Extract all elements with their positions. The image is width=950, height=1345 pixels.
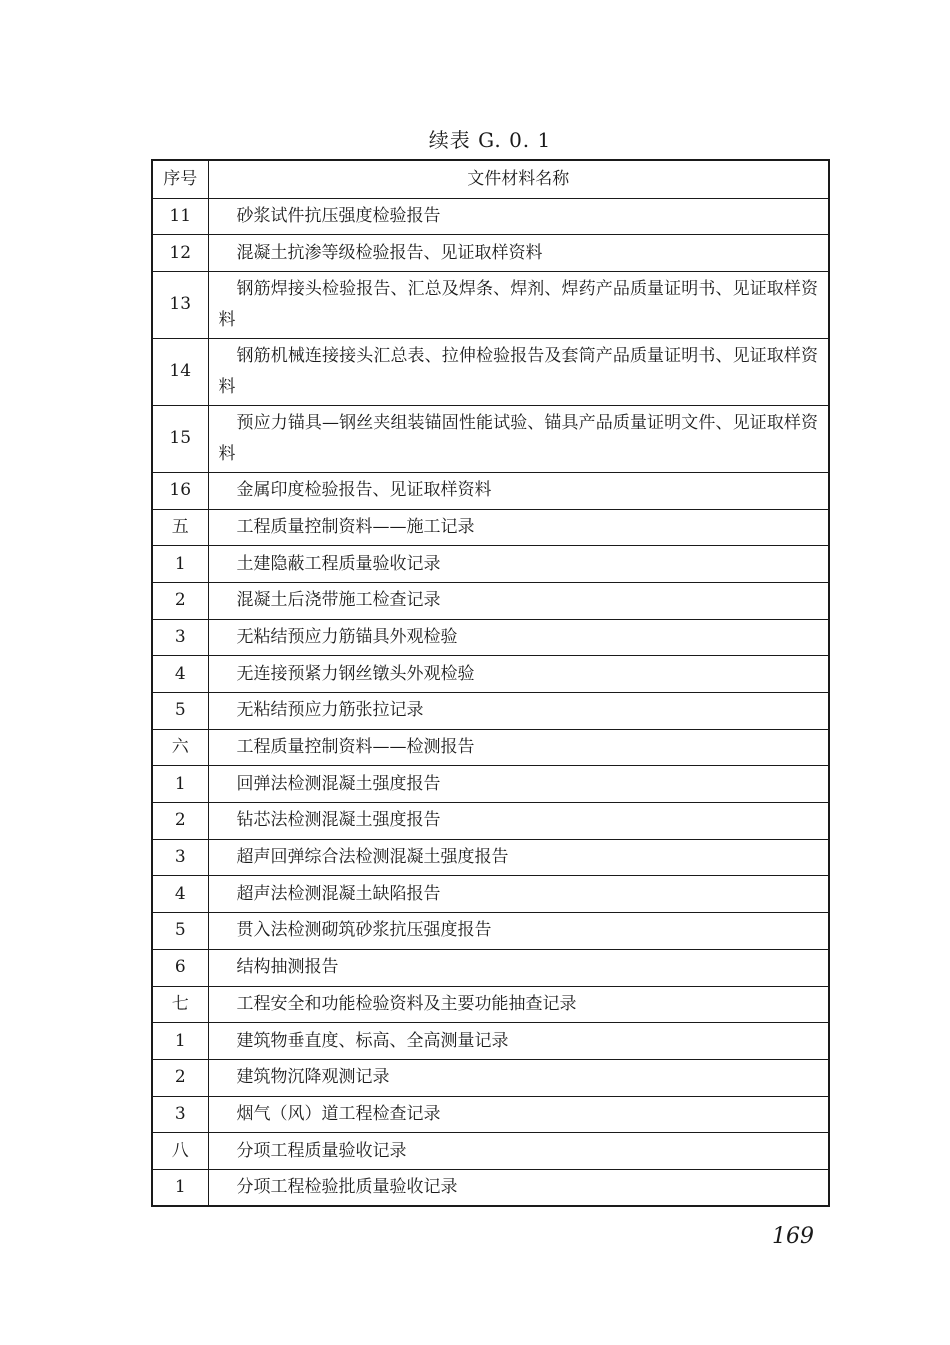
section-row [152, 1133, 829, 1170]
row-serial-number: 3 [152, 1096, 208, 1133]
row-document-name: 无连接预紧力钢丝镦头外观检验 [208, 656, 829, 693]
row-serial-number: 3 [152, 839, 208, 876]
row-serial-number: 1 [152, 546, 208, 583]
table-row [152, 876, 829, 913]
row-document-name: 回弹法检测混凝土强度报告 [208, 766, 829, 803]
header-document-name: 文件材料名称 [208, 160, 829, 198]
section-row [152, 509, 829, 546]
row-serial-number: 3 [152, 619, 208, 656]
row-serial-number: 4 [152, 876, 208, 913]
row-document-name: 分项工程检验批质量验收记录 [208, 1169, 829, 1206]
section-number: 八 [152, 1133, 208, 1170]
row-document-name: 建筑物沉降观测记录 [208, 1059, 829, 1096]
row-document-name: 无粘结预应力筋锚具外观检验 [208, 619, 829, 656]
row-document-name: 钢筋机械连接接头汇总表、拉伸检验报告及套筒产品质量证明书、见证取样资料 [208, 338, 829, 405]
table-row [152, 619, 829, 656]
header-serial-number: 序号 [152, 160, 208, 198]
row-document-name: 钻芯法检测混凝土强度报告 [208, 803, 829, 840]
row-serial-number: 6 [152, 949, 208, 986]
section-number: 五 [152, 509, 208, 546]
table-row [152, 1169, 829, 1206]
row-serial-number: 5 [152, 693, 208, 730]
row-serial-number: 15 [152, 405, 208, 472]
row-document-name: 混凝土抗渗等级检验报告、见证取样资料 [208, 235, 829, 272]
row-serial-number: 11 [152, 198, 208, 235]
document-table [151, 159, 830, 1207]
row-document-name: 超声法检测混凝土缺陷报告 [208, 876, 829, 913]
table-row [152, 913, 829, 950]
table-row [152, 546, 829, 583]
table-row [152, 198, 829, 235]
table-row [152, 839, 829, 876]
row-document-name: 砂浆试件抗压强度检验报告 [208, 198, 829, 235]
table-row [152, 472, 829, 509]
table-row [152, 582, 829, 619]
row-serial-number: 4 [152, 656, 208, 693]
row-document-name: 预应力锚具—钢丝夹组装锚固性能试验、锚具产品质量证明文件、见证取样资料 [208, 405, 829, 472]
table-row [152, 766, 829, 803]
row-document-name: 无粘结预应力筋张拉记录 [208, 693, 829, 730]
row-document-name: 超声回弹综合法检测混凝土强度报告 [208, 839, 829, 876]
row-serial-number: 5 [152, 913, 208, 950]
section-row [152, 729, 829, 766]
table-row [152, 235, 829, 272]
row-serial-number: 2 [152, 582, 208, 619]
section-title: 工程质量控制资料——施工记录 [208, 509, 829, 546]
table-row [152, 1059, 829, 1096]
row-document-name: 建筑物垂直度、标高、全高测量记录 [208, 1023, 829, 1060]
table-header-row [152, 160, 829, 198]
table-caption: 续表 G. 0. 1 [428, 128, 552, 152]
row-serial-number: 13 [152, 271, 208, 338]
table-row [152, 271, 829, 338]
table-row [152, 693, 829, 730]
table-row [152, 949, 829, 986]
table-row [152, 338, 829, 405]
row-document-name: 烟气（风）道工程检查记录 [208, 1096, 829, 1133]
table-row [152, 1096, 829, 1133]
row-document-name: 金属印度检验报告、见证取样资料 [208, 472, 829, 509]
row-serial-number: 1 [152, 1169, 208, 1206]
table-row [152, 803, 829, 840]
row-document-name: 混凝土后浇带施工检查记录 [208, 582, 829, 619]
section-number: 六 [152, 729, 208, 766]
row-document-name: 钢筋焊接头检验报告、汇总及焊条、焊剂、焊药产品质量证明书、见证取样资料 [208, 271, 829, 338]
row-serial-number: 2 [152, 803, 208, 840]
section-row [152, 986, 829, 1023]
row-serial-number: 1 [152, 1023, 208, 1060]
table-row [152, 405, 829, 472]
row-serial-number: 14 [152, 338, 208, 405]
row-serial-number: 16 [152, 472, 208, 509]
page-number: 169 [772, 1224, 814, 1249]
section-number: 七 [152, 986, 208, 1023]
table-row [152, 1023, 829, 1060]
section-title: 分项工程质量验收记录 [208, 1133, 829, 1170]
row-document-name: 贯入法检测砌筑砂浆抗压强度报告 [208, 913, 829, 950]
section-title: 工程安全和功能检验资料及主要功能抽查记录 [208, 986, 829, 1023]
row-serial-number: 12 [152, 235, 208, 272]
section-title: 工程质量控制资料——检测报告 [208, 729, 829, 766]
row-serial-number: 1 [152, 766, 208, 803]
row-document-name: 结构抽测报告 [208, 949, 829, 986]
row-serial-number: 2 [152, 1059, 208, 1096]
row-document-name: 土建隐蔽工程质量验收记录 [208, 546, 829, 583]
table-row [152, 656, 829, 693]
